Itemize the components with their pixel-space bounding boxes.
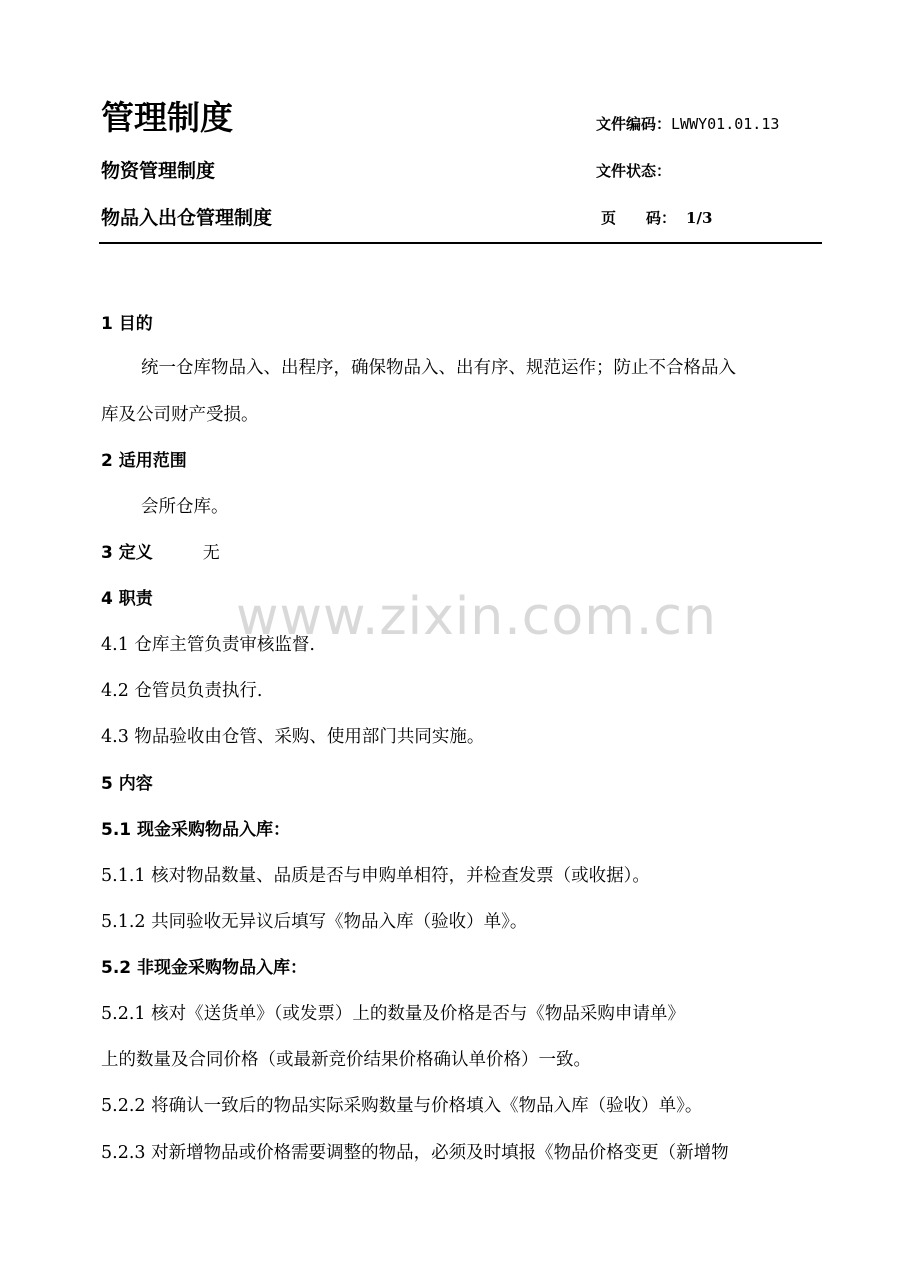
section-2-heading: 2 适用范围: [101, 451, 187, 471]
section-1-text-line-2: 库及公司财产受损。: [101, 405, 259, 425]
section-5-2-1-line-1: 5.2.1 核对《送货单》（或发票）上的数量及价格是否与《物品采购申请单》: [101, 1004, 685, 1024]
document-category: 物资管理制度: [101, 160, 216, 182]
section-4-1: 4.1 仓库主管负责审核监督.: [101, 635, 315, 655]
section-1-heading: 1 目的: [101, 314, 153, 334]
section-5-1-2: 5.1.2 共同验收无异议后填写《物品入库（验收）单》。: [101, 912, 528, 932]
document-title: 管理制度: [101, 98, 233, 137]
section-5-heading: 5 内容: [101, 774, 153, 794]
page-label-1: 页: [601, 209, 647, 227]
watermark: www.zixin.com.cn: [236, 587, 717, 647]
section-5-2-2: 5.2.2 将确认一致后的物品实际采购数量与价格填入《物品入库（验收）单》。: [101, 1096, 703, 1116]
section-2-text: 会所仓库。: [141, 497, 229, 517]
section-4-2: 4.2 仓管员负责执行.: [101, 681, 263, 701]
doc-code-label: 文件编码：: [596, 115, 672, 133]
section-3-label: 3 定义: [101, 543, 153, 563]
section-1-text-line-1: 统一仓库物品入、出程序，确保物品入、出有序、规范运作；防止不合格品入: [141, 358, 736, 378]
page-value: 1/3: [686, 209, 713, 227]
section-4-heading: 4 职责: [101, 589, 153, 609]
doc-code: [596, 113, 779, 135]
doc-code-value: LWWY01.01.13: [671, 115, 780, 133]
section-5-2-1-line-2: 上的数量及合同价格（或最新竞价结果价格确认单价格）一致。: [101, 1050, 591, 1070]
header-divider: [99, 242, 822, 244]
page-number: [601, 207, 712, 229]
section-5-2-3: 5.2.3 对新增物品或价格需要调整的物品，必须及时填报《物品价格变更（新增物: [101, 1143, 729, 1163]
section-5-1-1: 5.1.1 核对物品数量、品质是否与申购单相符，并检查发票（或收据）。: [101, 866, 650, 886]
doc-status: [596, 160, 671, 182]
section-4-3: 4.3 物品验收由仓管、采购、使用部门共同实施。: [101, 727, 485, 747]
page-label-2: 码：: [646, 209, 677, 227]
doc-status-label: 文件状态：: [596, 162, 672, 180]
section-5-1-heading: 5.1 现金采购物品入库：: [101, 820, 291, 840]
section-3-heading: [101, 540, 220, 566]
section-5-2-heading: 5.2 非现金采购物品入库：: [101, 958, 308, 978]
section-3-value: 无: [202, 543, 220, 563]
document-subtitle: 物品入出仓管理制度: [101, 207, 273, 229]
